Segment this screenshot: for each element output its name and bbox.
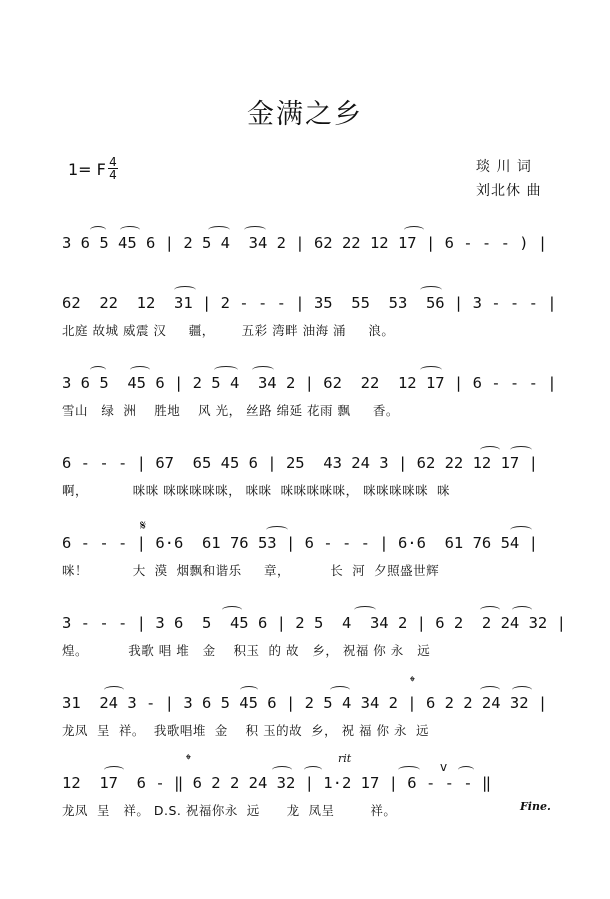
lyrics-line: 雪山 绿 洲 胜地 风 光， 丝路 绵延 花雨 飘 香。 [62, 403, 399, 418]
time-signature-bottom: 4 [109, 168, 117, 182]
fine-marking: Fine. [520, 800, 551, 813]
slur-mark [120, 226, 140, 234]
page-title: 金满之乡 [247, 99, 363, 130]
music-system-8 [62, 772, 552, 820]
coda-icon: 𝄌 [410, 674, 415, 690]
slur-mark [480, 686, 500, 694]
slur-mark [130, 366, 150, 374]
slur-mark [354, 606, 376, 614]
music-system-3 [62, 372, 557, 420]
slur-mark [480, 606, 500, 614]
slur-mark [244, 226, 266, 234]
slur-mark [266, 526, 288, 534]
slur-mark [510, 526, 532, 534]
notation-line: 3 6 5 45 6 | 2 5 4 34 2 | 62 22 12 17 | 6 - - - | [62, 374, 557, 392]
notation-line: 12 17 6 - ‖ 6 2 2 24 32 | 1·2 17 | 6 - - - ‖ [62, 774, 492, 792]
slur-mark [404, 226, 424, 234]
slur-mark [174, 286, 196, 294]
slur-mark [208, 226, 230, 234]
slur-mark [512, 606, 532, 614]
composer-credit: 刘北休 曲 [476, 183, 542, 199]
slur-mark [480, 446, 500, 454]
slur-mark [240, 686, 258, 694]
slur-mark [510, 446, 532, 454]
notation-line: 31 24 3 - | 3 6 5 45 6 | 2 5 4 34 2 | 6 2 2 24 32 | [62, 694, 548, 712]
slur-mark [330, 686, 350, 694]
music-system-4 [62, 452, 552, 500]
lyrics-line: 咪！ 大 漠 烟飘和谐乐 章， 长 河 夕照盛世辉 [62, 563, 440, 578]
slur-mark [420, 366, 442, 374]
notation-line: 3 6 5 45 6 | 2 5 4 34 2 | 62 22 12 17 | 6 - - - ) | [62, 234, 548, 252]
breath-mark-icon: v [440, 760, 448, 774]
slur-mark [90, 366, 106, 374]
slur-mark [512, 686, 532, 694]
slur-mark [214, 366, 238, 374]
slur-mark [252, 366, 274, 374]
music-system-6 [62, 612, 566, 660]
lyricist-credit: 琰 川 词 [476, 159, 532, 175]
notation-line: 62 22 12 31 | 2 - - - | 35 55 53 56 | 3 - - - | [62, 294, 557, 312]
time-signature [108, 156, 118, 181]
lyrics-line: 北庭 故城 威震 汉 疆， 五彩 湾畔 油海 涌 浪。 [62, 323, 395, 338]
coda-icon: 𝄌 [186, 752, 191, 768]
music-system-7 [62, 692, 552, 740]
slur-mark [90, 226, 106, 234]
lyrics-line: 龙凤 呈 祥。 我歌唱堆 金 积 玉的故 乡， 祝 福 你 永 远 [62, 723, 429, 738]
lyrics-line: 煌。 我歌 唱 堆 金 积玉 的 故 乡， 祝福 你 永 远 [62, 643, 431, 658]
slur-mark [398, 766, 420, 774]
slur-mark [104, 686, 124, 694]
rit-marking: rit [338, 752, 352, 765]
notation-line: 6 - - - | 6·6 61 76 53 | 6 - - - | 6·6 61 76 54 | [62, 534, 538, 552]
lyrics-line [62, 262, 552, 280]
music-system-2 [62, 292, 557, 340]
segno-icon: 𝄋 [140, 518, 147, 534]
music-system-1 [62, 232, 552, 280]
music-system-5 [62, 532, 552, 580]
key-signature: 1= F [68, 160, 106, 179]
time-signature-top: 4 [109, 155, 117, 169]
slur-mark [222, 606, 242, 614]
slur-mark [304, 766, 322, 774]
notation-line: 6 - - - | 67 65 45 6 | 25 43 24 3 | 62 22 12 17 | [62, 454, 538, 472]
slur-mark [420, 286, 442, 294]
lyrics-line: 龙凤 呈 祥。 D.S. 祝福你永 远 龙 凤呈 祥。 [62, 803, 397, 818]
slur-mark [272, 766, 292, 774]
lyrics-line: 啊， 咪咪 咪咪咪咪咪， 咪咪 咪咪咪咪咪， 咪咪咪咪咪 咪 [62, 483, 451, 498]
notation-line: 3 - - - | 3 6 5 45 6 | 2 5 4 34 2 | 6 2 2 24 32 | [62, 614, 566, 632]
slur-mark [458, 766, 474, 774]
slur-mark [104, 766, 124, 774]
